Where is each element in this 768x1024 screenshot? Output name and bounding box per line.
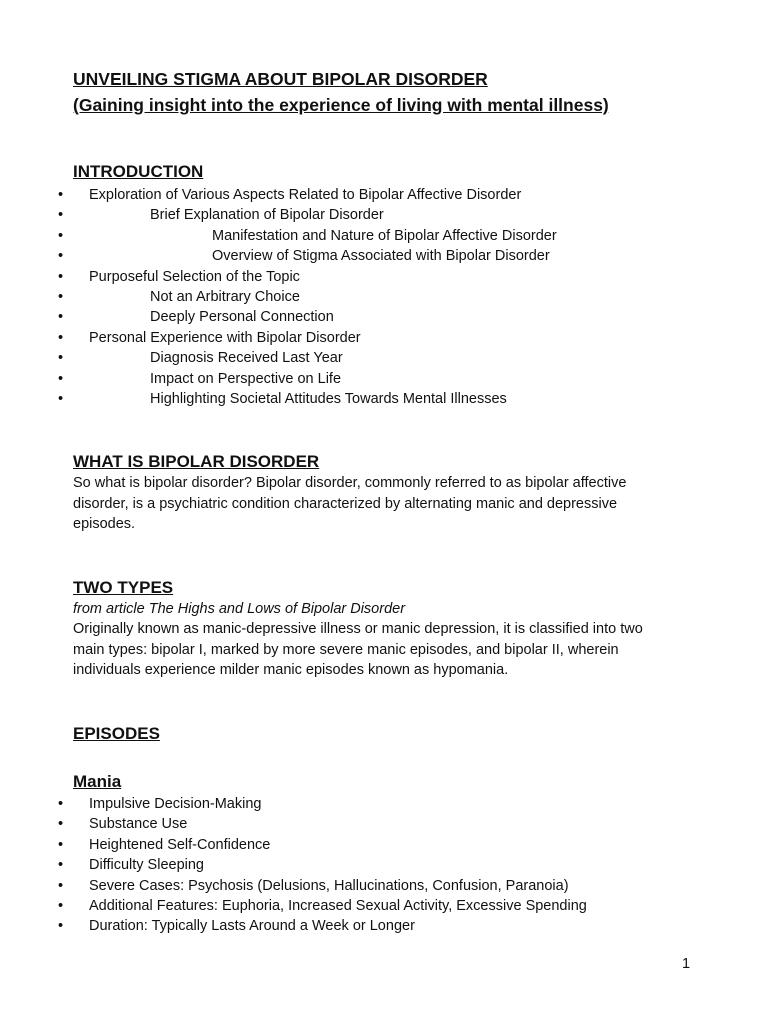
episodes-heading: EPISODES	[73, 723, 160, 743]
document-page	[73, 66, 713, 937]
list-item: • Diagnosis Received Last Year	[73, 348, 713, 368]
list-item: • Exploration of Various Aspects Related to Bipolar Affective Disorder	[73, 185, 713, 205]
list-item: • Manifestation and Nature of Bipolar Affective Disorder	[73, 226, 713, 246]
list-item: • Not an Arbitrary Choice	[73, 287, 713, 307]
list-item: • Overview of Stigma Associated with Bipolar Disorder	[73, 246, 713, 266]
list-item: • Heightened Self-Confidence	[73, 835, 713, 855]
list-item: • Impact on Perspective on Life	[73, 369, 713, 389]
what-is-heading: WHAT IS BIPOLAR DISORDER	[73, 452, 320, 472]
what-is-line: episodes.	[73, 516, 136, 533]
list-item: • Highlighting Societal Attitudes Towards Mental Illnesses	[73, 389, 713, 409]
mania-subsection	[73, 771, 713, 937]
document-title: UNVEILING STIGMA ABOUT BIPOLAR DISORDER	[73, 69, 488, 89]
list-item: • Substance Use	[73, 814, 713, 834]
list-item: • Deeply Personal Connection	[73, 307, 713, 327]
list-item: • Severe Cases: Psychosis (Delusions, Hallucinations, Confusion, Paranoia)	[73, 876, 713, 896]
list-item: • Personal Experience with Bipolar Disorder	[73, 328, 713, 348]
what-is-line: disorder, is a psychiatric condition characterized by alternating manic and depressive	[73, 495, 618, 512]
mania-list	[73, 794, 713, 937]
introduction-heading: INTRODUCTION	[73, 162, 204, 181]
list-item: • Duration: Typically Lasts Around a Week or Longer	[73, 916, 713, 936]
document-title-block	[73, 66, 713, 118]
list-item: • Brief Explanation of Bipolar Disorder	[73, 205, 713, 225]
two-types-line: Originally known as manic-depressive illness or manic depression, it is classified into two	[73, 621, 643, 638]
introduction-list	[73, 185, 713, 409]
list-item: • Purposeful Selection of the Topic	[73, 267, 713, 287]
two-types-line: individuals experience milder manic episodes known as hypomania.	[73, 662, 509, 679]
source-citation: from article The Highs and Lows of Bipolar Disorder	[73, 600, 406, 617]
introduction-section	[73, 161, 713, 409]
what-is-section	[73, 451, 713, 535]
list-item: • Difficulty Sleeping	[73, 855, 713, 875]
document-subtitle: (Gaining insight into the experience of living with mental illness)	[73, 95, 609, 115]
page-number: 1	[682, 956, 691, 972]
mania-heading: Mania	[73, 771, 122, 791]
list-item: • Additional Features: Euphoria, Increased Sexual Activity, Excessive Spending	[73, 896, 713, 916]
two-types-heading: TWO TYPES	[73, 577, 174, 597]
two-types-line: main types: bipolar I, marked by more severe manic episodes, and bipolar II, wherein	[73, 641, 619, 658]
two-types-section	[73, 577, 713, 681]
episodes-section	[73, 723, 713, 937]
list-item: • Impulsive Decision-Making	[73, 794, 713, 814]
what-is-line: So what is bipolar disorder? Bipolar disorder, commonly referred to as bipolar affective	[73, 475, 627, 492]
